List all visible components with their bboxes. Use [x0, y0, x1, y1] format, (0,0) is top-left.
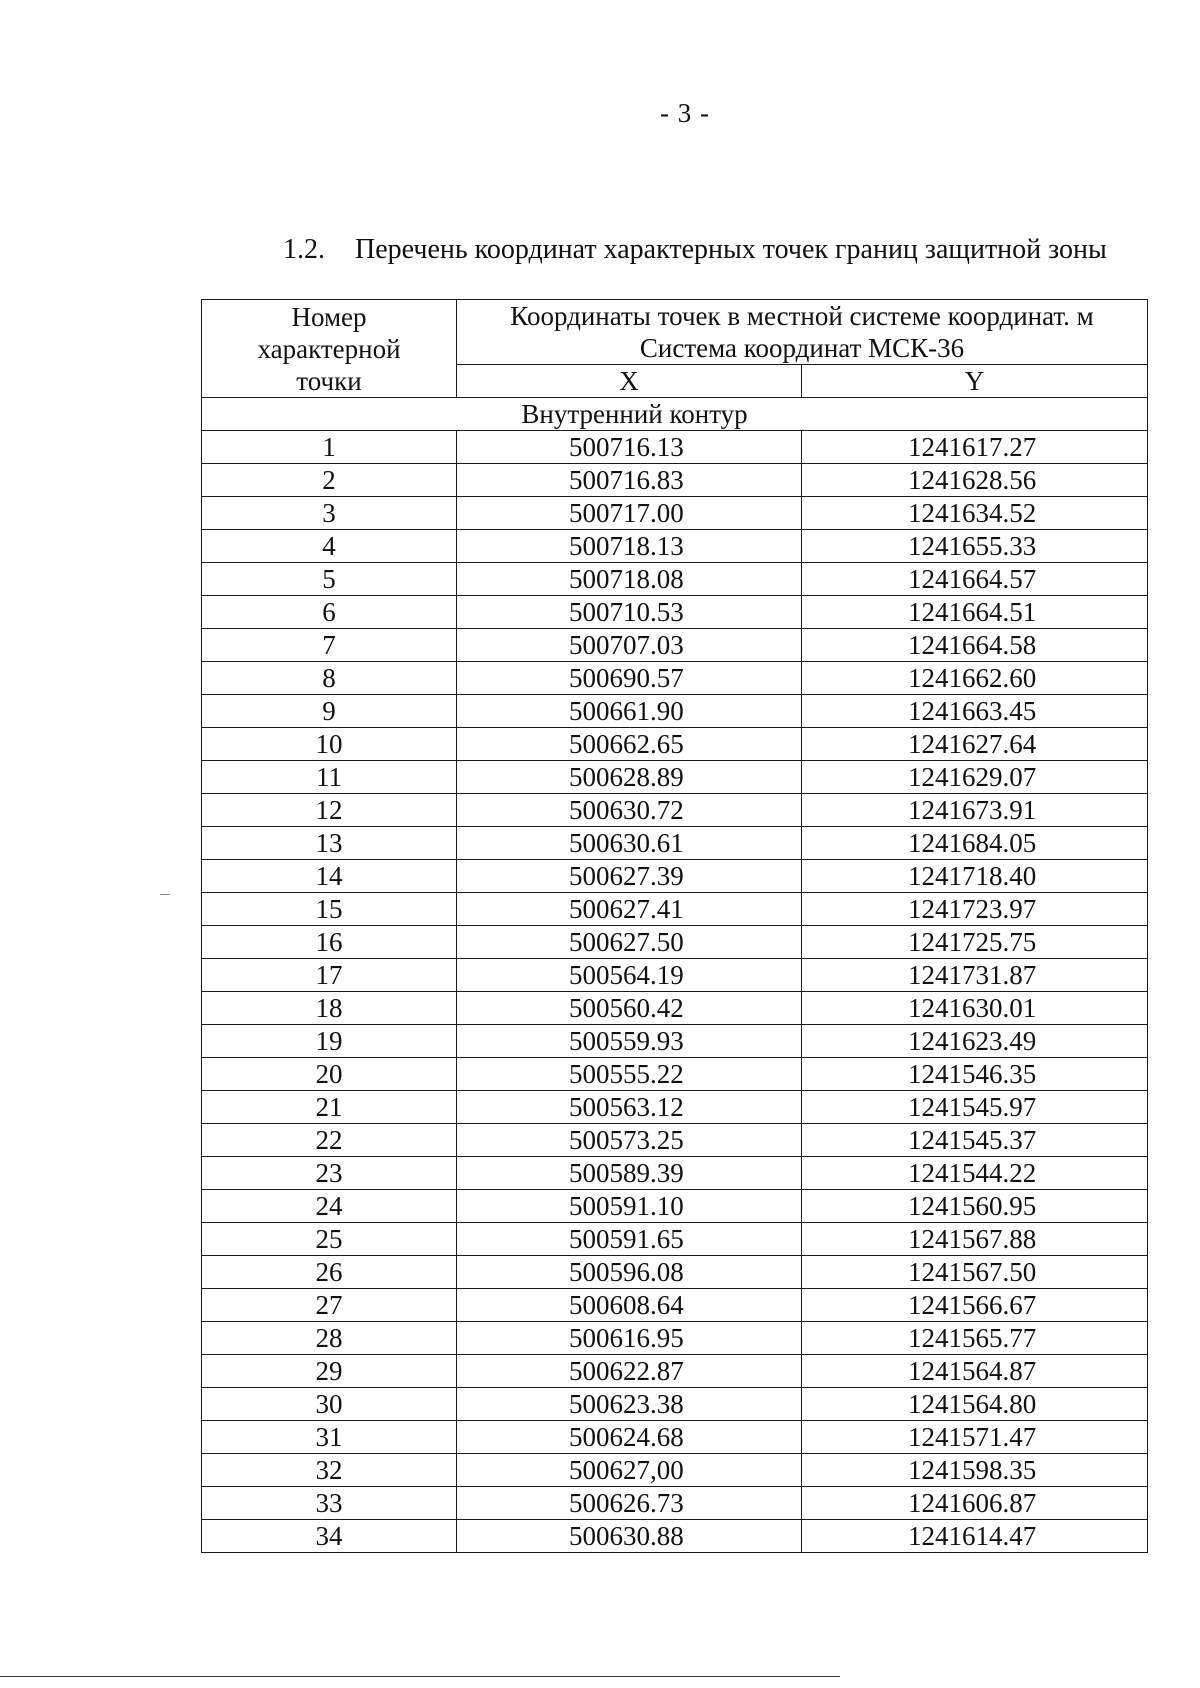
section-label: Внутренний контур	[202, 398, 1148, 431]
x-coordinate-cell: 500596.08	[457, 1256, 802, 1289]
x-coordinate-cell: 500630.72	[457, 794, 802, 827]
table-row	[202, 1256, 1148, 1289]
y-coordinate-cell: 1241628.56	[802, 464, 1148, 497]
point-header-line-1: Номер	[291, 301, 367, 332]
x-coordinate-cell: 500563.12	[457, 1091, 802, 1124]
y-coordinate-cell: 1241627.64	[802, 728, 1148, 761]
x-coordinate-cell: 500560.42	[457, 992, 802, 1025]
table-row	[202, 530, 1148, 563]
point-number-cell: 7	[202, 629, 457, 662]
point-number-cell: 24	[202, 1190, 457, 1223]
x-coordinate-cell: 500630.61	[457, 827, 802, 860]
point-number-cell: 20	[202, 1058, 457, 1091]
point-number-cell: 15	[202, 893, 457, 926]
point-number-cell: 29	[202, 1355, 457, 1388]
footer-rule	[0, 1676, 840, 1677]
point-header-line-2: характерной	[257, 333, 401, 364]
table-row	[202, 827, 1148, 860]
x-coordinate-cell: 500616.95	[457, 1322, 802, 1355]
point-number-cell: 3	[202, 497, 457, 530]
y-coordinate-cell: 1241567.50	[802, 1256, 1148, 1289]
point-number-cell: 4	[202, 530, 457, 563]
y-coordinate-cell: 1241545.97	[802, 1091, 1148, 1124]
y-coordinate-cell: 1241564.87	[802, 1355, 1148, 1388]
table-row	[202, 1025, 1148, 1058]
point-number-cell: 10	[202, 728, 457, 761]
table-body	[202, 398, 1148, 1553]
point-number-cell: 2	[202, 464, 457, 497]
table-row	[202, 992, 1148, 1025]
x-coordinate-cell: 500591.10	[457, 1190, 802, 1223]
y-coordinate-cell: 1241566.67	[802, 1289, 1148, 1322]
point-number-header	[202, 300, 457, 398]
coords-title-header: Координаты точек в местной системе координат. м	[457, 300, 1148, 333]
point-number-cell: 19	[202, 1025, 457, 1058]
point-number-cell: 5	[202, 563, 457, 596]
point-number-cell: 26	[202, 1256, 457, 1289]
y-coordinate-cell: 1241662.60	[802, 662, 1148, 695]
table-row	[202, 431, 1148, 464]
y-coordinate-cell: 1241723.97	[802, 893, 1148, 926]
y-coordinate-cell: 1241629.07	[802, 761, 1148, 794]
x-coordinate-cell: 500564.19	[457, 959, 802, 992]
section-row	[202, 398, 1148, 431]
table-header	[202, 300, 1148, 398]
y-coordinate-cell: 1241731.87	[802, 959, 1148, 992]
y-coordinate-cell: 1241565.77	[802, 1322, 1148, 1355]
x-coordinate-cell: 500608.64	[457, 1289, 802, 1322]
point-number-cell: 31	[202, 1421, 457, 1454]
x-coordinate-cell: 500718.08	[457, 563, 802, 596]
margin-mark	[160, 894, 170, 895]
point-number-cell: 18	[202, 992, 457, 1025]
x-coordinate-cell: 500630.88	[457, 1520, 802, 1553]
coord-system-header: Система координат МСК-36	[457, 332, 1148, 365]
x-coordinate-cell: 500627.50	[457, 926, 802, 959]
y-coordinate-cell: 1241617.27	[802, 431, 1148, 464]
table-row	[202, 893, 1148, 926]
point-number-cell: 27	[202, 1289, 457, 1322]
table-row	[202, 695, 1148, 728]
y-coordinate-cell: 1241564.80	[802, 1388, 1148, 1421]
table-row	[202, 1190, 1148, 1223]
y-coordinate-cell: 1241725.75	[802, 926, 1148, 959]
x-coordinate-cell: 500710.53	[457, 596, 802, 629]
table-row	[202, 1058, 1148, 1091]
table-row	[202, 1091, 1148, 1124]
y-coordinate-cell: 1241664.58	[802, 629, 1148, 662]
point-number-cell: 30	[202, 1388, 457, 1421]
coordinates-table	[201, 299, 1148, 1553]
x-coordinate-cell: 500716.83	[457, 464, 802, 497]
x-coordinate-cell: 500626.73	[457, 1487, 802, 1520]
table-row	[202, 629, 1148, 662]
table-row	[202, 1124, 1148, 1157]
x-coordinate-cell: 500717.00	[457, 497, 802, 530]
x-coordinate-cell: 500627.41	[457, 893, 802, 926]
page-number: - 3 -	[660, 98, 710, 128]
table-row	[202, 1322, 1148, 1355]
y-coordinate-cell: 1241718.40	[802, 860, 1148, 893]
table-row	[202, 1157, 1148, 1190]
y-coordinate-cell: 1241545.37	[802, 1124, 1148, 1157]
table-row	[202, 959, 1148, 992]
point-number-cell: 14	[202, 860, 457, 893]
point-number-cell: 16	[202, 926, 457, 959]
y-coordinate-cell: 1241634.52	[802, 497, 1148, 530]
table-row	[202, 1454, 1148, 1487]
x-coordinate-cell: 500628.89	[457, 761, 802, 794]
table-row	[202, 596, 1148, 629]
x-coordinate-cell: 500623.38	[457, 1388, 802, 1421]
x-coordinate-cell: 500555.22	[457, 1058, 802, 1091]
table-row	[202, 563, 1148, 596]
point-number-cell: 25	[202, 1223, 457, 1256]
point-number-cell: 17	[202, 959, 457, 992]
x-coordinate-cell: 500573.25	[457, 1124, 802, 1157]
y-coordinate-cell: 1241655.33	[802, 530, 1148, 563]
table-row	[202, 794, 1148, 827]
x-coordinate-cell: 500627.39	[457, 860, 802, 893]
y-coordinate-cell: 1241684.05	[802, 827, 1148, 860]
x-coordinate-cell: 500707.03	[457, 629, 802, 662]
table-row	[202, 860, 1148, 893]
point-number-cell: 22	[202, 1124, 457, 1157]
y-coordinate-cell: 1241673.91	[802, 794, 1148, 827]
section-number: 1.2.	[283, 234, 325, 265]
x-coordinate-cell: 500718.13	[457, 530, 802, 563]
y-coordinate-cell: 1241571.47	[802, 1421, 1148, 1454]
x-coordinate-cell: 500589.39	[457, 1157, 802, 1190]
y-coordinate-cell: 1241664.57	[802, 563, 1148, 596]
x-coordinate-cell: 500662.65	[457, 728, 802, 761]
table-row	[202, 1388, 1148, 1421]
table-row	[202, 1421, 1148, 1454]
x-column-header: X	[457, 365, 802, 398]
x-coordinate-cell: 500559.93	[457, 1025, 802, 1058]
y-coordinate-cell: 1241544.22	[802, 1157, 1148, 1190]
y-column-header: Y	[802, 365, 1148, 398]
point-number-cell: 33	[202, 1487, 457, 1520]
section-title-text: Перечень координат характерных точек границ защитной зоны	[355, 234, 1107, 265]
x-coordinate-cell: 500661.90	[457, 695, 802, 728]
point-number-cell: 21	[202, 1091, 457, 1124]
point-number-cell: 11	[202, 761, 457, 794]
x-coordinate-cell: 500690.57	[457, 662, 802, 695]
point-number-cell: 9	[202, 695, 457, 728]
y-coordinate-cell: 1241606.87	[802, 1487, 1148, 1520]
table-row	[202, 728, 1148, 761]
x-coordinate-cell: 500622.87	[457, 1355, 802, 1388]
point-number-cell: 8	[202, 662, 457, 695]
table-row	[202, 1355, 1148, 1388]
y-coordinate-cell: 1241623.49	[802, 1025, 1148, 1058]
x-coordinate-cell: 500591.65	[457, 1223, 802, 1256]
x-coordinate-cell: 500627,00	[457, 1454, 802, 1487]
table-row	[202, 1487, 1148, 1520]
table-row	[202, 1289, 1148, 1322]
table-row	[202, 926, 1148, 959]
table-row	[202, 1520, 1148, 1553]
y-coordinate-cell: 1241560.95	[802, 1190, 1148, 1223]
y-coordinate-cell: 1241630.01	[802, 992, 1148, 1025]
table-row	[202, 662, 1148, 695]
y-coordinate-cell: 1241567.88	[802, 1223, 1148, 1256]
point-number-cell: 23	[202, 1157, 457, 1190]
table-row	[202, 761, 1148, 794]
point-number-cell: 34	[202, 1520, 457, 1553]
y-coordinate-cell: 1241664.51	[802, 596, 1148, 629]
point-header-line-3: точки	[296, 365, 362, 396]
section-title	[283, 234, 1107, 266]
point-number-cell: 32	[202, 1454, 457, 1487]
y-coordinate-cell: 1241598.35	[802, 1454, 1148, 1487]
point-number-cell: 12	[202, 794, 457, 827]
x-coordinate-cell: 500716.13	[457, 431, 802, 464]
point-number-cell: 1	[202, 431, 457, 464]
table-row	[202, 497, 1148, 530]
point-number-cell: 6	[202, 596, 457, 629]
y-coordinate-cell: 1241546.35	[802, 1058, 1148, 1091]
table-row	[202, 464, 1148, 497]
point-number-cell: 28	[202, 1322, 457, 1355]
table-row	[202, 1223, 1148, 1256]
y-coordinate-cell: 1241614.47	[802, 1520, 1148, 1553]
y-coordinate-cell: 1241663.45	[802, 695, 1148, 728]
point-number-cell: 13	[202, 827, 457, 860]
x-coordinate-cell: 500624.68	[457, 1421, 802, 1454]
